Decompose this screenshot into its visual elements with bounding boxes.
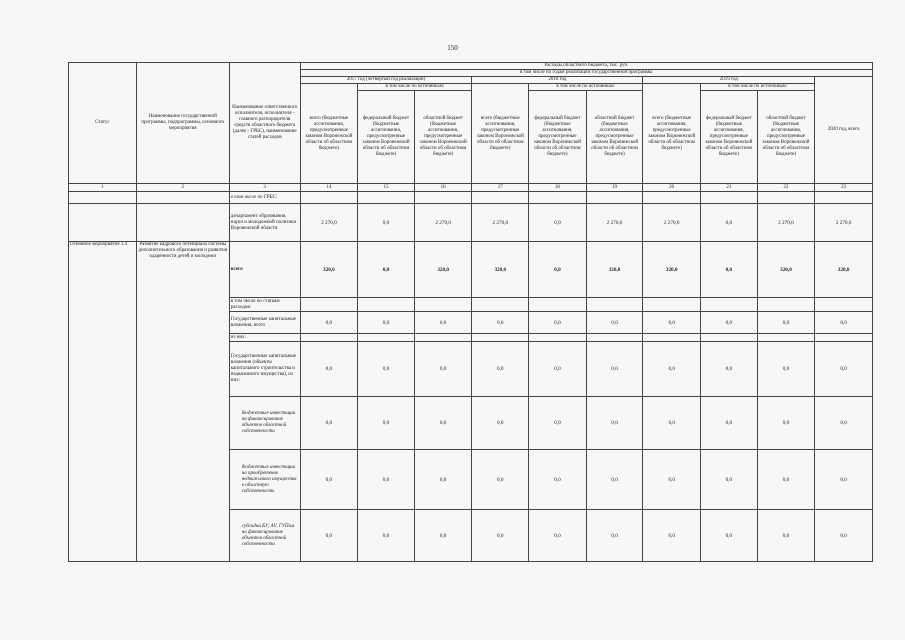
header-regional-2018: областной бюджет (бюджетные ассигнования, предусмотренные законом Воронежской области об областном бюджете) [586, 91, 643, 184]
header-federal-2017: федеральный бюджет (бюджетные ассигнования, предусмотренные законом Воронежской области об областном бюджете) [358, 91, 415, 184]
value-cell: 0,0 [529, 510, 587, 562]
value-cell: 0,0 [300, 397, 358, 450]
header-program-name: Наименование государственной программы, подпрограммы, основного мероприятия [136, 63, 229, 184]
table-row [69, 192, 873, 204]
header-total-2018: всего (бюджетные ассигнования, предусмотренные законом Воронежской области об областном бюджете) [472, 84, 529, 184]
value-cell: 0,0 [472, 450, 529, 510]
value-cell: 0,0 [586, 450, 643, 510]
row-label: в том числе по статьям расходов: [229, 298, 300, 312]
header-by-source-2017: в том числе по источникам: [358, 84, 472, 91]
col-num: 15 [358, 184, 415, 192]
row-label: Государственные капитальные вложения (объекты капитального строительства и недвижимого имущества), из них: [229, 342, 300, 397]
value-cell: 0,0 [643, 510, 701, 562]
col-num: 22 [757, 184, 815, 192]
event-name-cell: Развитие кадрового потенциала системы дополнительного образования и развития одаренности детей и молодежи [136, 242, 229, 562]
value-cell: 0,0 [586, 342, 643, 397]
col-num: 21 [701, 184, 758, 192]
value-cell: 0,0 [586, 312, 643, 334]
header-total-2017: всего (бюджетные ассигнования, предусмотренные законом Воронежской области об областном бюджете) [300, 84, 358, 184]
value-cell: 0,0 [414, 342, 472, 397]
value-cell: 320,0 [815, 242, 873, 298]
value-cell: 0,0 [815, 342, 873, 397]
col-num: 18 [529, 184, 587, 192]
col-num: 1 [69, 184, 137, 192]
status-cell: Основное мероприятие 3.4 [69, 242, 137, 562]
value-cell: 0,0 [529, 450, 587, 510]
value-cell: 0,0 [815, 397, 873, 450]
column-number-row [69, 184, 873, 192]
value-cell: 0,0 [472, 342, 529, 397]
value-cell: 0,0 [414, 312, 472, 334]
value-cell: 0,0 [300, 342, 358, 397]
value-cell: 0,0 [643, 450, 701, 510]
page-number: 150 [447, 44, 458, 52]
row-label: всего [229, 242, 300, 298]
value-cell: 320,0 [757, 242, 815, 298]
value-cell: 320,0 [472, 242, 529, 298]
value-cell: 320,0 [586, 242, 643, 298]
col-num: 19 [586, 184, 643, 192]
header-executor: Наименование ответственного исполнителя, исполнителя - главного распорядителя средств областного бюджета (далее - ГРБС), наименование статей расходов [229, 63, 300, 184]
header-regional-2017: областной бюджет (бюджетные ассигнования, предусмотренные законом Воронежской области об областном бюджете) [414, 91, 472, 184]
header-year-2020: 2020 год, всего [815, 77, 873, 184]
value-cell: 0,0 [757, 450, 815, 510]
header-year-2018: 2018 год [472, 77, 643, 84]
value-cell: 0,0 [300, 312, 358, 334]
value-cell: 0,0 [757, 342, 815, 397]
col-num: 20 [643, 184, 701, 192]
col-num: 3 [229, 184, 300, 192]
value-cell: 0,0 [358, 312, 415, 334]
value-cell: 0,0 [358, 242, 415, 298]
value-cell: 0,0 [529, 342, 587, 397]
value-cell: 2 270,0 [586, 204, 643, 242]
table-row [69, 204, 873, 242]
value-cell: 0,0 [643, 312, 701, 334]
value-cell: 2 270,0 [643, 204, 701, 242]
value-cell: 0,0 [529, 312, 587, 334]
row-label: бюджетные инвестиции на финансирование объектов областной собственности [229, 397, 300, 450]
value-cell: 2 270,0 [815, 204, 873, 242]
value-cell: 0,0 [815, 510, 873, 562]
value-cell: 0,0 [701, 312, 758, 334]
value-cell: 2 270,0 [757, 204, 815, 242]
row-label: бюджетные инвестиции на приобретение недвижимого имущества в областную собственность [229, 450, 300, 510]
value-cell: 0,0 [529, 242, 587, 298]
value-cell: 0,0 [414, 450, 472, 510]
col-num: 23 [815, 184, 873, 192]
header-federal-2019: федеральный бюджет (бюджетные ассигнования, предусмотренные законом Воронежской области об областном бюджете) [701, 91, 758, 184]
header-federal-2018: федеральный бюджет (бюджетные ассигнования, предусмотренные законом Воронежской области об областном бюджете) [529, 91, 587, 184]
value-cell: 0,0 [643, 397, 701, 450]
header-status: Статус [69, 63, 137, 184]
value-cell: 320,0 [643, 242, 701, 298]
value-cell: 0,0 [529, 397, 587, 450]
value-cell: 0,0 [300, 450, 358, 510]
header-regional-2019: областной бюджет (бюджетные ассигнования, предусмотренные законом Воронежской области об областном бюджете) [757, 91, 815, 184]
value-cell: 0,0 [586, 397, 643, 450]
value-cell: 320,0 [414, 242, 472, 298]
value-cell: 0,0 [472, 397, 529, 450]
value-cell: 2 270,0 [472, 204, 529, 242]
value-cell: 0,0 [358, 450, 415, 510]
value-cell: 0,0 [300, 510, 358, 562]
value-cell: 2 270,0 [300, 204, 358, 242]
value-cell: 0,0 [815, 450, 873, 510]
header-by-source-2018: в том числе по источникам: [529, 84, 643, 91]
col-num: 2 [136, 184, 229, 192]
value-cell: 0,0 [815, 312, 873, 334]
header-expenses: Расходы областного бюджета, тыс. руб. [300, 63, 872, 70]
value-cell: 0,0 [757, 397, 815, 450]
header-by-year: в том числе по годам реализации государственной программы [300, 70, 872, 77]
row-label: Государственные капитальные вложения, всего [229, 312, 300, 334]
col-num: 17 [472, 184, 529, 192]
value-cell: 0,0 [701, 342, 758, 397]
value-cell: 0,0 [472, 510, 529, 562]
header-year-2019: 2019 год [643, 77, 815, 84]
col-num: 16 [414, 184, 472, 192]
col-num: 14 [300, 184, 358, 192]
value-cell: 0,0 [701, 204, 758, 242]
row-label: из них: [229, 334, 300, 342]
value-cell: 0,0 [358, 204, 415, 242]
header-by-source-2019: в том числе по источникам: [701, 84, 815, 91]
value-cell: 0,0 [529, 204, 587, 242]
value-cell: 0,0 [701, 450, 758, 510]
value-cell: 0,0 [358, 342, 415, 397]
value-cell: 0,0 [701, 510, 758, 562]
row-label: департамент образования, науки и молодежной политики Воронежской области [229, 204, 300, 242]
table-row [69, 242, 873, 298]
value-cell: 0,0 [414, 510, 472, 562]
header-year-2017: 2017 год (четвертый год реализации) [300, 77, 472, 84]
value-cell: 2 270,0 [414, 204, 472, 242]
value-cell: 0,0 [701, 242, 758, 298]
value-cell: 0,0 [472, 312, 529, 334]
value-cell: 0,0 [586, 510, 643, 562]
header-total-2019: всего (бюджетные ассигнования, предусмотренные законом Воронежской области об областном бюджете) [643, 84, 701, 184]
value-cell: 320,0 [300, 242, 358, 298]
value-cell: 0,0 [414, 397, 472, 450]
value-cell: 0,0 [701, 397, 758, 450]
row-label: субсидии БУ, АУ, ГУПам на финансирование объектов областной собственности [229, 510, 300, 562]
value-cell: 0,0 [358, 510, 415, 562]
value-cell: 0,0 [757, 510, 815, 562]
value-cell: 0,0 [757, 312, 815, 334]
value-cell: 0,0 [358, 397, 415, 450]
budget-table [68, 62, 873, 562]
row-label: в том числе по ГРБС: [229, 192, 300, 204]
value-cell: 0,0 [643, 342, 701, 397]
